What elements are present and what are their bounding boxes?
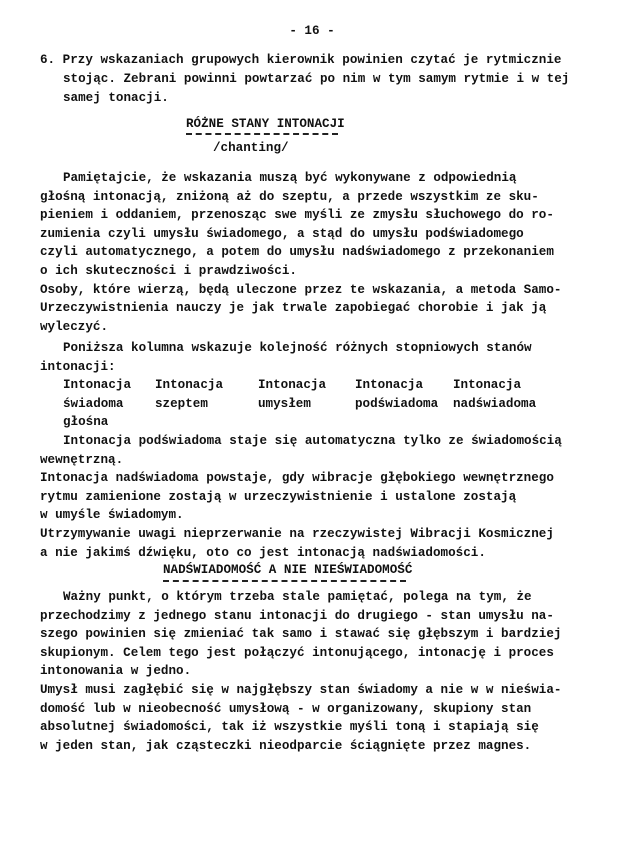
intonation-column-cell: Intonacja (258, 378, 327, 392)
item6-line: samej tonacji. (63, 91, 169, 105)
paragraph-line: w umyśle świadomym. (40, 508, 184, 523)
page-number: - 16 - (289, 24, 335, 38)
item6-line: 6. Przy wskazaniach grupowych kierownik powinien czytać je rytmicznie (40, 53, 562, 67)
paragraph-line: Osoby, które wierzą, będą uleczone przez te wskazania, a metoda Samo- (40, 282, 562, 297)
intonation-column-cell: szeptem (155, 396, 208, 411)
intonation-column-cell: świadoma (63, 396, 124, 411)
heading-underline (186, 133, 338, 135)
paragraph-line: skupionym. Celem tego jest połączyć intonującego, intonację i proces (40, 645, 554, 660)
intonation-column-cell: Intonacja (453, 378, 522, 392)
paragraph-line: wewnętrzną. (40, 452, 124, 467)
section-heading: RÓŻNE STANY INTONACJI (186, 117, 345, 131)
paragraph-line: Pamiętajcie, że wskazania muszą być wykonywane z odpowiednią (63, 171, 517, 185)
intonation-column-cell: nadświadoma (453, 396, 537, 411)
item6-line: stojąc. Zebrani powinni powtarzać po nim w tym samym rytmie i w tej (63, 72, 570, 86)
paragraph-line: Utrzymywanie uwagi nieprzerwanie na rzeczywistej Wibracji Kosmicznej (40, 527, 554, 541)
heading-underline (163, 580, 406, 582)
paragraph-line: szego powinien się zmieniać tak samo i stawać się głębszym i bardziej (40, 627, 562, 642)
section-subheading: /chanting/ (213, 141, 289, 155)
intonation-column-cell: Intonacja (355, 378, 424, 392)
paragraph-line: Ważny punkt, o którym trzeba stale pamiętać, polega na tym, że (63, 590, 532, 604)
paragraph-line: głośną intonacją, zniżoną aż do szeptu, a przede wszystkim ze sku- (40, 189, 539, 204)
paragraph-line: Intonacja nadświadoma powstaje, gdy wibracje głębokiego wewnętrznego (40, 471, 554, 486)
paragraph-line: pieniem i oddaniem, przenosząc swe myśli ze zmysłu słuchowego do ro- (40, 208, 554, 223)
paragraph-line: czyli automatycznego, a potem do umysłu nadświadomego z przekonaniem (40, 245, 554, 260)
paragraph-line: intonacji: (40, 359, 116, 374)
paragraph-line: domość lub w nieobecność umysłową - w organizowany, skupiony stan (40, 701, 532, 716)
paragraph-line: rytmu zamienione zostają w urzeczywistnienie i ustalone zostają (40, 489, 517, 504)
intonation-column-cell: Intonacja (155, 378, 224, 392)
intonation-column-cell: podświadoma (355, 396, 439, 411)
paragraph-line: o ich skuteczności i prawdziwości. (40, 264, 297, 278)
section-heading: NADŚWIADOMOŚĆ A NIE NIEŚWIADOMOŚĆ (163, 563, 413, 577)
paragraph-line: Poniższa kolumna wskazuje kolejność różnych stopniowych stanów (63, 341, 532, 355)
paragraph-line: Umysł musi zagłębić się w najgłębszy stan świadomy a nie w w nieświa- (40, 683, 562, 697)
intonation-column-cell: umysłem (258, 396, 311, 411)
paragraph-line: zumienia czyli umysłu świadomego, a stąd do umysłu podświadomego (40, 226, 524, 241)
paragraph-line: Urzeczywistnienia nauczy je jak trwale zapobiegać chorobie i jak ją (40, 301, 547, 316)
paragraph-line: absolutnej świadomości, tak iż wszystkie myśli toną i stapiają się (40, 720, 539, 735)
intonation-column-cell: głośna (63, 415, 109, 430)
intonation-column-cell: Intonacja (63, 378, 132, 392)
paragraph-line: intonowania w jedno. (40, 664, 192, 679)
paragraph-line: a nie jakimś dźwięku, oto co jest intonacją nadświadomości. (40, 545, 486, 560)
paragraph-line: Intonacja podświadoma staje się automatyczna tylko ze świadomością (63, 434, 562, 448)
paragraph-line: wyleczyć. (40, 319, 109, 334)
paragraph-line: przechodzimy z jednego stanu intonacji do drugiego - stan umysłu na- (40, 608, 554, 623)
paragraph-line: w jeden stan, jak cząsteczki nieodparcie ściągnięte przez magnes. (40, 738, 532, 753)
